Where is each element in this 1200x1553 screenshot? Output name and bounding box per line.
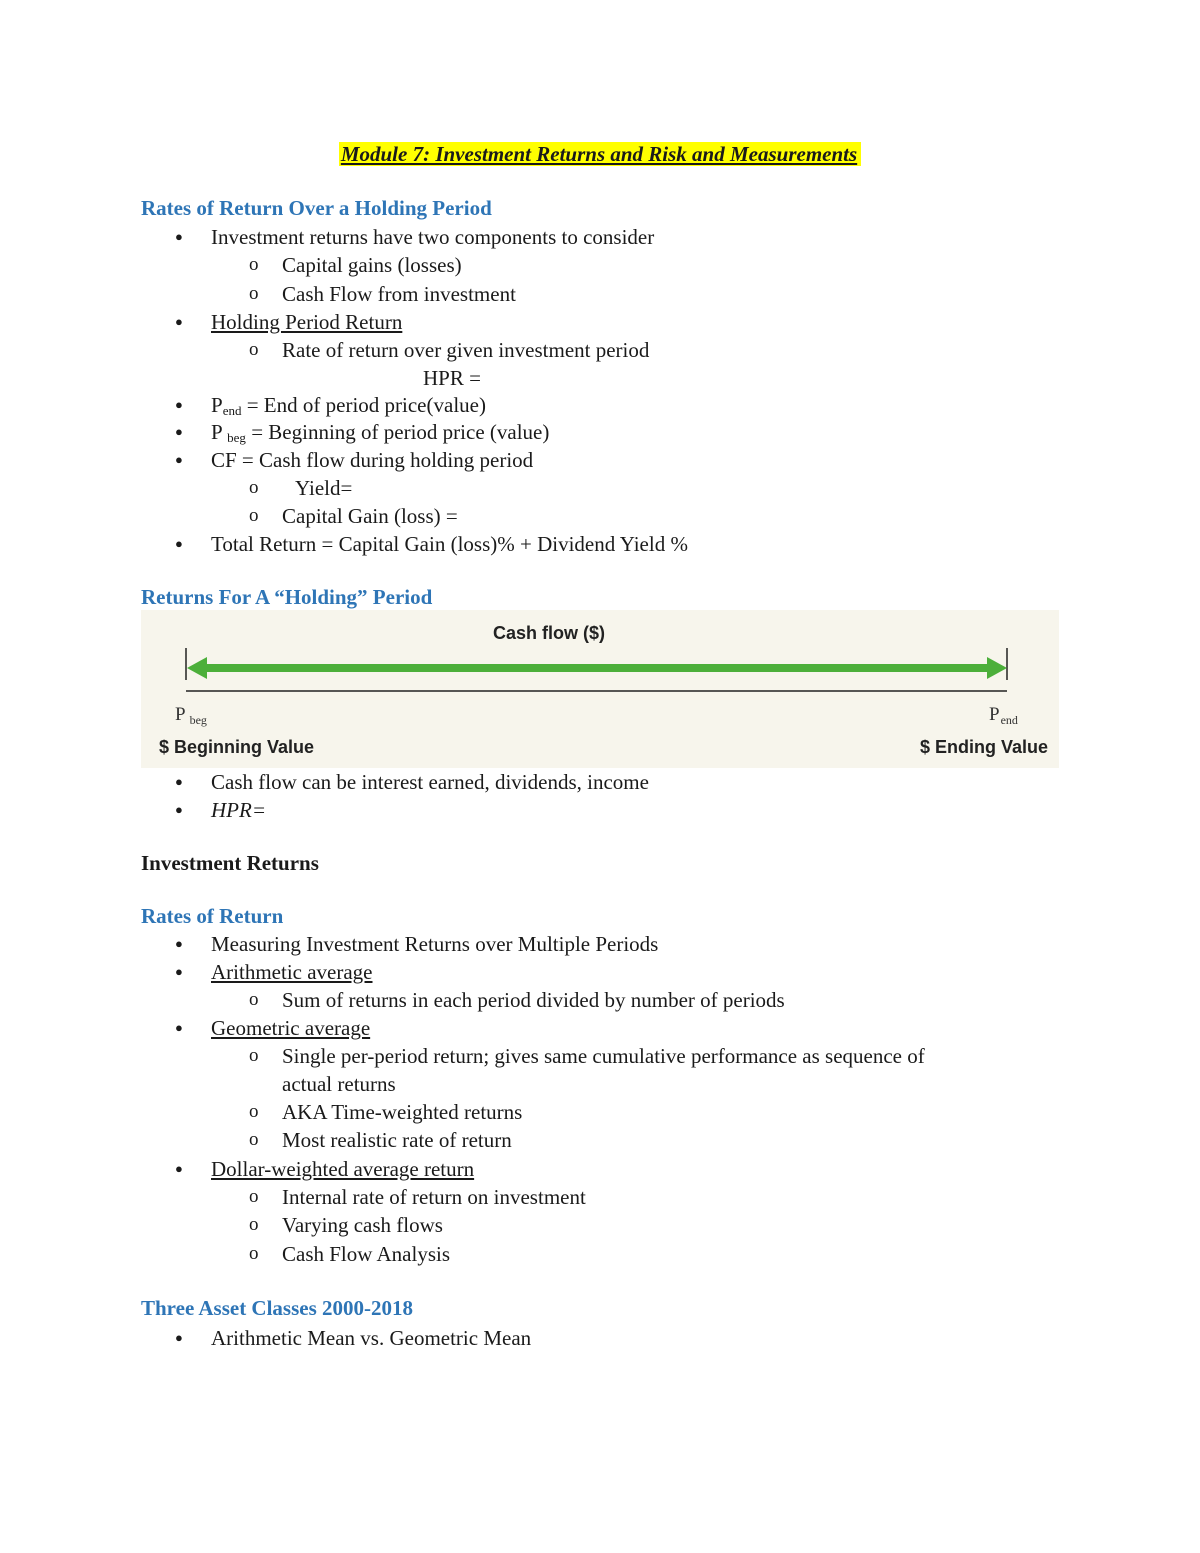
p-beg-label: P $_{beg}$ xyxy=(175,704,207,727)
bullet-icon: ● xyxy=(175,802,183,817)
sub-bullet-icon: o xyxy=(249,1214,259,1235)
sub-bullet-icon: o xyxy=(249,1186,259,1207)
sub-list-item: Capital gains (losses) xyxy=(282,253,462,277)
timeline-svg xyxy=(141,610,1059,768)
sub-bullet-icon: o xyxy=(249,339,259,360)
document-title: Module 7: Investment Returns and Risk and Measurements xyxy=(0,142,1200,167)
heading-rates-of-return: Rates of Return xyxy=(141,904,284,928)
list-item: Arithmetic average xyxy=(211,960,373,984)
heading-investment-returns: Investment Returns xyxy=(141,851,319,875)
heading-rates-of-return-holding-period: Rates of Return Over a Holding Period xyxy=(141,196,492,220)
list-item: Geometric average xyxy=(211,1016,371,1040)
sub-bullet-icon: o xyxy=(249,1243,259,1264)
bullet-icon: ● xyxy=(175,774,183,789)
bullet-icon: ● xyxy=(175,1161,183,1176)
cash-flow-timeline-diagram xyxy=(141,610,1059,768)
sub-bullet-icon: o xyxy=(249,505,259,526)
arrow-right-head-icon xyxy=(987,657,1007,679)
bullet-icon: ● xyxy=(175,452,183,467)
list-item: Holding Period Return xyxy=(211,310,403,334)
list-item: HPR= xyxy=(211,798,266,822)
list-item: Arithmetic Mean vs. Geometric Mean xyxy=(211,1326,532,1350)
bullet-icon: ● xyxy=(175,936,183,951)
bullet-icon: ● xyxy=(175,1020,183,1035)
bullet-icon: ● xyxy=(175,229,183,244)
heading-three-asset-classes: Three Asset Classes 2000-2018 xyxy=(141,1296,414,1320)
list-item: P $_{beg}$ = Beginning of period price (value) xyxy=(211,420,550,445)
sub-list-item: Most realistic rate of return xyxy=(282,1128,512,1152)
sub-list-item: AKA Time-weighted returns xyxy=(282,1100,523,1124)
list-item: Dollar-weighted average return xyxy=(211,1157,475,1181)
bullet-icon: ● xyxy=(175,964,183,979)
heading-returns-for-holding-period: Returns For A “Holding” Period xyxy=(141,585,433,609)
sub-bullet-icon: o xyxy=(249,1101,259,1122)
sub-list-item: Sum of returns in each period divided by number of periods xyxy=(282,988,785,1012)
arrow-left-head-icon xyxy=(187,657,207,679)
sub-bullet-icon: o xyxy=(249,254,259,275)
bullet-icon: ● xyxy=(175,424,183,439)
sub-list-item: Capital Gain (loss) = xyxy=(282,504,458,528)
sub-list-item: Varying cash flows xyxy=(282,1213,443,1237)
list-item: $P_{end}$ = End of period price(value) xyxy=(211,393,486,418)
sub-list-item: Rate of return over given investment period xyxy=(282,338,650,362)
bullet-icon: ● xyxy=(175,314,183,329)
bullet-icon: ● xyxy=(175,536,183,551)
list-item: Cash flow can be interest earned, dividends, income xyxy=(211,770,649,794)
sub-list-item: Yield= xyxy=(295,476,353,500)
bullet-icon: ● xyxy=(175,397,183,412)
sub-bullet-icon: o xyxy=(249,283,259,304)
sub-bullet-icon: o xyxy=(249,1129,259,1150)
bullet-icon: ● xyxy=(175,1330,183,1345)
list-item: Investment returns have two components to consider xyxy=(211,225,655,249)
diagram-title: Cash flow ($) xyxy=(492,623,606,643)
sub-list-item: Internal rate of return on investment xyxy=(282,1185,586,1209)
sub-list-item-continuation: actual returns xyxy=(282,1072,396,1096)
beginning-value-label: $ Beginning Value xyxy=(159,737,315,757)
sub-bullet-icon: o xyxy=(249,1045,259,1066)
p-end-label: $P_{end}$ xyxy=(989,704,1018,727)
list-item: Total Return = Capital Gain (loss)% + Dividend Yield % xyxy=(211,532,688,556)
sub-list-item: Single per-period return; gives same cumulative performance as sequence of xyxy=(282,1044,925,1068)
hpr-formula-label: HPR = xyxy=(423,366,481,390)
sub-list-item: Cash Flow from investment xyxy=(282,282,516,306)
list-item: CF = Cash flow during holding period xyxy=(211,448,534,472)
list-item: Measuring Investment Returns over Multiple Periods xyxy=(211,932,659,956)
sub-list-item: Cash Flow Analysis xyxy=(282,1242,451,1266)
ending-value-label: $ Ending Value xyxy=(919,737,1048,757)
sub-bullet-icon: o xyxy=(249,989,259,1010)
sub-bullet-icon: o xyxy=(249,477,259,498)
